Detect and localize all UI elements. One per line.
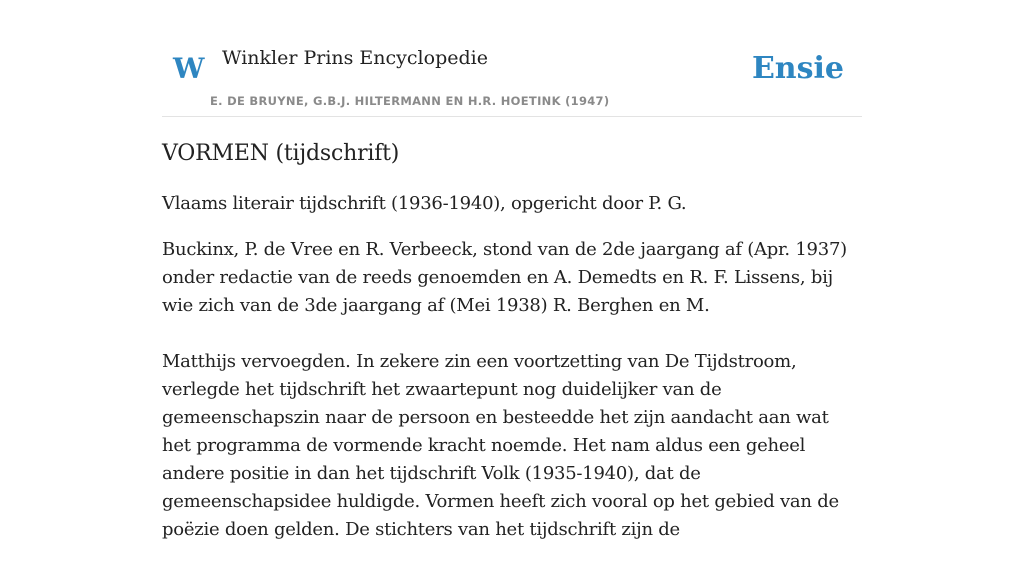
article-paragraph: Buckinx, P. de Vree en R. Verbeeck, stond van de 2de jaargang af (Apr. 1937) onder redactie van de reeds genoemden en A. Demedts en R. F. Lissens, bij wie zich van de 3de jaargang af (Mei 1938) R. Berghen en M.	[162, 239, 847, 316]
article-paragraph: Vlaams literair tijdschrift (1936-1940), opgericht door P. G.	[162, 193, 687, 214]
article	[162, 136, 862, 562]
winkler-prins-logo[interactable]: W	[173, 52, 205, 85]
article-title: VORMEN (tijdschrift)	[162, 141, 400, 166]
article-paragraph: Matthijs vervoegden. In zekere zin een voortzetting van De Tijdstroom, verlegde het tijdschrift het zwaartepunt nog duidelijker van de gemeenschapszin naar de persoon en besteedde het zijn aandacht aan wat het programma de vormende kracht noemde. Het nam aldus een geheel andere positie in dan het tijdschrift Volk (1935-1940), dat de gemeenschapsidee huldigde. Vormen heeft zich vooral op het gebied van de poëzie doen gelden. De stichters van het tijdschrift zijn de	[162, 351, 839, 540]
source-title[interactable]: Winkler Prins Encyclopedie	[222, 47, 488, 69]
site-header	[162, 0, 862, 117]
ensie-logo-link[interactable]: Ensie	[751, 51, 844, 86]
source-authors: E. DE BRUYNE, G.B.J. HILTERMANN EN H.R. HOETINK (1947)	[210, 94, 610, 108]
